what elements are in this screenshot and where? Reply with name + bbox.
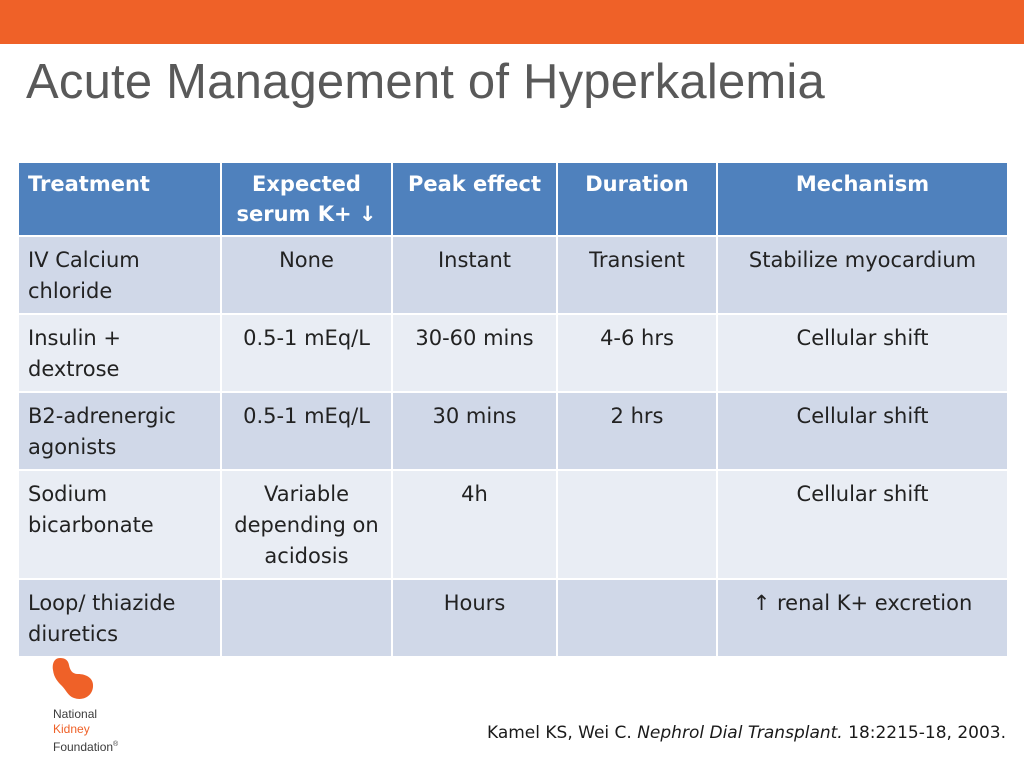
citation <box>487 723 1006 743</box>
header-peak-effect: Peak effect <box>392 162 557 236</box>
cell-mechanism: Cellular shift <box>717 314 1008 392</box>
logo-line-kidney: Kidney <box>53 722 90 736</box>
top-accent-bar <box>0 0 1024 44</box>
cell-treatment: IV Calcium chloride <box>18 236 221 314</box>
cell-treatment: Loop/ thiazide diuretics <box>18 579 221 657</box>
cell-mechanism: Stabilize myocardium <box>717 236 1008 314</box>
logo-line-national: National <box>53 707 98 721</box>
cell-treatment: B2-adrenergic agonists <box>18 392 221 470</box>
cell-treatment: Insulin + dextrose <box>18 314 221 392</box>
cell-expected-k <box>221 579 392 657</box>
cell-expected-k: Variable depending on acidosis <box>221 470 392 579</box>
cell-expected-k: 0.5-1 mEq/L <box>221 314 392 392</box>
cell-mechanism: Cellular shift <box>717 470 1008 579</box>
cell-duration: Transient <box>557 236 717 314</box>
cell-mechanism: ↑ renal K+ excretion <box>717 579 1008 657</box>
cell-peak-effect: 4h <box>392 470 557 579</box>
cell-peak-effect: Instant <box>392 236 557 314</box>
cell-duration: 4-6 hrs <box>557 314 717 392</box>
cell-mechanism: Cellular shift <box>717 392 1008 470</box>
logo-line-foundation <box>53 737 118 755</box>
cell-duration <box>557 579 717 657</box>
header-treatment: Treatment <box>18 162 221 236</box>
table-header-row <box>18 162 1008 236</box>
table-row <box>18 579 1008 657</box>
kidney-logo-icon <box>50 656 98 704</box>
slide-title: Acute Management of Hyperkalemia <box>26 55 825 109</box>
cell-expected-k: None <box>221 236 392 314</box>
national-kidney-foundation-logo <box>50 656 140 756</box>
cell-peak-effect: 30 mins <box>392 392 557 470</box>
citation-journal: Nephrol Dial Transplant. <box>637 723 843 743</box>
header-duration: Duration <box>557 162 717 236</box>
logo-registered-mark: ® <box>113 741 119 748</box>
cell-peak-effect: 30-60 mins <box>392 314 557 392</box>
cell-peak-effect: Hours <box>392 579 557 657</box>
table-row <box>18 392 1008 470</box>
logo-wordmark <box>53 707 118 755</box>
cell-duration <box>557 470 717 579</box>
table-row <box>18 470 1008 579</box>
header-mechanism: Mechanism <box>717 162 1008 236</box>
hyperkalemia-table <box>17 161 1009 658</box>
cell-treatment: Sodium bicarbonate <box>18 470 221 579</box>
table-row <box>18 314 1008 392</box>
logo-foundation-text: Foundation <box>53 740 114 754</box>
header-expected-serum-k: Expected serum K+ ↓ <box>221 162 392 236</box>
cell-duration: 2 hrs <box>557 392 717 470</box>
cell-expected-k: 0.5-1 mEq/L <box>221 392 392 470</box>
citation-details: 18:2215-18, 2003. <box>848 723 1006 743</box>
citation-authors: Kamel KS, Wei C. <box>486 723 632 743</box>
table-row <box>18 236 1008 314</box>
